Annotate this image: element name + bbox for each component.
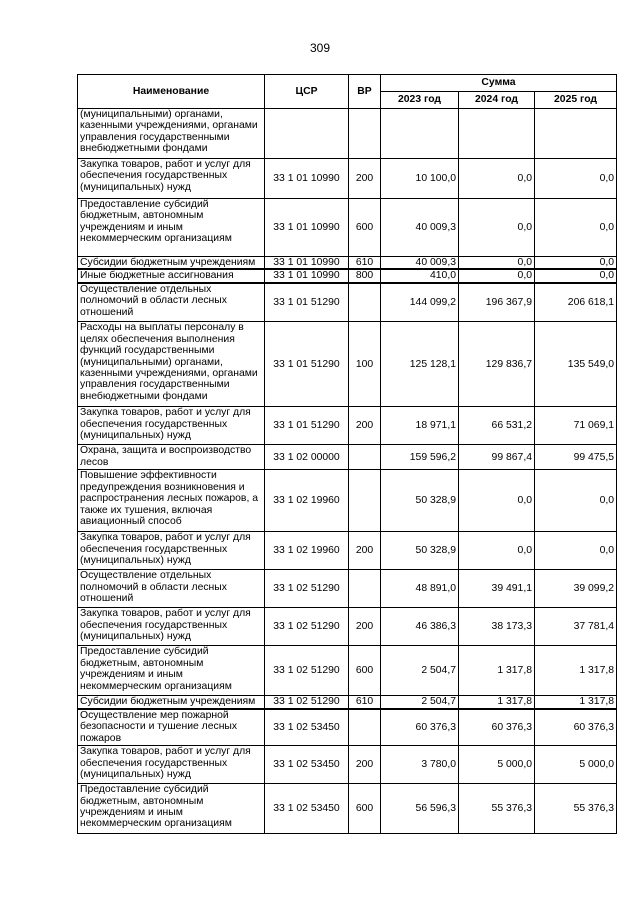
header-csr: ЦСР xyxy=(265,75,349,109)
table-row xyxy=(78,322,617,407)
row-name-cell: Предоставление субсидий бюджетным, автономным учреждениям и иным некоммерческим организациям xyxy=(78,646,265,696)
row-2023-cell: 60 376,3 xyxy=(381,709,459,746)
row-name-cell: Охрана, защита и воспроизводство лесов xyxy=(78,445,265,470)
row-2023-cell: 50 328,9 xyxy=(381,532,459,570)
row-vr-cell: 610 xyxy=(349,696,381,709)
row-2023-cell: 3 780,0 xyxy=(381,746,459,784)
row-2024-cell: 196 367,9 xyxy=(459,283,535,322)
row-2025-cell: 0,0 xyxy=(535,159,617,199)
row-2023-cell: 159 596,2 xyxy=(381,445,459,470)
row-vr-cell: 600 xyxy=(349,646,381,696)
row-2025-cell: 0,0 xyxy=(535,199,617,257)
header-year-2024: 2024 год xyxy=(459,92,535,109)
row-csr-cell: 33 1 02 53450 xyxy=(265,784,349,834)
row-name-cell: Иные бюджетные ассигнования xyxy=(78,269,265,282)
row-name-cell: Повышение эффективности предупреждения возникновения и распространения лесных пожаров, а также их тушения, включая авиационный способ xyxy=(78,470,265,532)
row-2025-cell: 0,0 xyxy=(535,532,617,570)
table-row xyxy=(78,445,617,470)
row-csr-cell: 33 1 01 51290 xyxy=(265,322,349,407)
row-vr-cell xyxy=(349,283,381,322)
row-name-cell: Закупка товаров, работ и услуг для обеспечения государственных (муниципальных) нужд xyxy=(78,159,265,199)
row-2023-cell: 410,0 xyxy=(381,269,459,282)
row-2025-cell: 1 317,8 xyxy=(535,646,617,696)
row-csr-cell: 33 1 02 19960 xyxy=(265,532,349,570)
row-2023-cell: 10 100,0 xyxy=(381,159,459,199)
row-csr-cell: 33 1 02 51290 xyxy=(265,696,349,709)
row-2024-cell: 0,0 xyxy=(459,269,535,282)
table-row xyxy=(78,608,617,646)
row-2023-cell: 18 971,1 xyxy=(381,407,459,445)
row-vr-cell xyxy=(349,709,381,746)
row-csr-cell: 33 1 01 10990 xyxy=(265,199,349,257)
row-2024-cell: 99 867,4 xyxy=(459,445,535,470)
row-2023-cell: 48 891,0 xyxy=(381,570,459,608)
row-name-cell: Закупка товаров, работ и услуг для обеспечения государственных (муниципальных) нужд xyxy=(78,746,265,784)
table-row xyxy=(78,159,617,199)
row-2023-cell: 40 009,3 xyxy=(381,199,459,257)
row-csr-cell xyxy=(265,109,349,159)
header-vr: ВР xyxy=(349,75,381,109)
page-number: 309 xyxy=(309,41,331,55)
row-vr-cell: 600 xyxy=(349,199,381,257)
row-2023-cell: 50 328,9 xyxy=(381,470,459,532)
row-vr-cell xyxy=(349,445,381,470)
row-vr-cell xyxy=(349,470,381,532)
row-vr-cell: 200 xyxy=(349,407,381,445)
row-2025-cell: 1 317,8 xyxy=(535,696,617,709)
row-csr-cell: 33 1 01 51290 xyxy=(265,283,349,322)
row-csr-cell: 33 1 01 10990 xyxy=(265,269,349,282)
row-csr-cell: 33 1 02 53450 xyxy=(265,746,349,784)
row-2023-cell: 56 596,3 xyxy=(381,784,459,834)
row-csr-cell: 33 1 02 19960 xyxy=(265,470,349,532)
row-name-cell: Субсидии бюджетным учреждениям xyxy=(78,696,265,709)
row-name-cell: Закупка товаров, работ и услуг для обеспечения государственных (муниципальных) нужд xyxy=(78,407,265,445)
table-row xyxy=(78,199,617,257)
row-2024-cell: 0,0 xyxy=(459,532,535,570)
row-2024-cell: 0,0 xyxy=(459,470,535,532)
row-2025-cell: 99 475,5 xyxy=(535,445,617,470)
row-name-cell: Предоставление субсидий бюджетным, автономным учреждениям и иным некоммерческим организациям xyxy=(78,784,265,834)
row-name-cell: Закупка товаров, работ и услуг для обеспечения государственных (муниципальных) нужд xyxy=(78,608,265,646)
row-2024-cell: 1 317,8 xyxy=(459,696,535,709)
header-sum: Сумма xyxy=(381,75,617,92)
row-vr-cell: 200 xyxy=(349,746,381,784)
row-csr-cell: 33 1 02 51290 xyxy=(265,608,349,646)
table-row xyxy=(78,696,617,709)
table-row xyxy=(78,709,617,746)
row-2025-cell: 0,0 xyxy=(535,257,617,270)
row-2023-cell: 125 128,1 xyxy=(381,322,459,407)
row-2024-cell: 0,0 xyxy=(459,159,535,199)
row-2025-cell: 0,0 xyxy=(535,470,617,532)
row-2024-cell: 55 376,3 xyxy=(459,784,535,834)
row-2024-cell: 39 491,1 xyxy=(459,570,535,608)
row-csr-cell: 33 1 02 00000 xyxy=(265,445,349,470)
row-csr-cell: 33 1 02 53450 xyxy=(265,709,349,746)
row-2023-cell: 144 099,2 xyxy=(381,283,459,322)
row-vr-cell: 610 xyxy=(349,257,381,270)
table-row xyxy=(78,269,617,282)
header-name: Наименование xyxy=(78,75,265,109)
row-csr-cell: 33 1 02 51290 xyxy=(265,570,349,608)
row-2023-cell: 2 504,7 xyxy=(381,646,459,696)
row-2024-cell: 5 000,0 xyxy=(459,746,535,784)
row-csr-cell: 33 1 01 10990 xyxy=(265,159,349,199)
table-row xyxy=(78,109,617,159)
header-year-2023: 2023 год xyxy=(381,92,459,109)
header-row xyxy=(78,75,617,92)
row-2024-cell: 0,0 xyxy=(459,257,535,270)
row-2025-cell: 55 376,3 xyxy=(535,784,617,834)
row-2025-cell: 39 099,2 xyxy=(535,570,617,608)
row-vr-cell: 200 xyxy=(349,532,381,570)
row-name-cell: Осуществление мер пожарной безопасности и тушение лесных пожаров xyxy=(78,709,265,746)
table-row xyxy=(78,746,617,784)
row-vr-cell: 600 xyxy=(349,784,381,834)
row-vr-cell xyxy=(349,570,381,608)
row-2023-cell xyxy=(381,109,459,159)
table-row xyxy=(78,570,617,608)
row-2024-cell: 38 173,3 xyxy=(459,608,535,646)
row-name-cell: Закупка товаров, работ и услуг для обеспечения государственных (муниципальных) нужд xyxy=(78,532,265,570)
row-vr-cell: 200 xyxy=(349,608,381,646)
row-2025-cell: 37 781,4 xyxy=(535,608,617,646)
table-row xyxy=(78,283,617,322)
row-2025-cell: 135 549,0 xyxy=(535,322,617,407)
row-2023-cell: 40 009,3 xyxy=(381,257,459,270)
budget-table xyxy=(77,74,617,834)
table-row xyxy=(78,646,617,696)
table-row xyxy=(78,257,617,270)
row-2024-cell: 60 376,3 xyxy=(459,709,535,746)
row-vr-cell xyxy=(349,109,381,159)
row-2024-cell xyxy=(459,109,535,159)
row-2023-cell: 2 504,7 xyxy=(381,696,459,709)
row-2024-cell: 129 836,7 xyxy=(459,322,535,407)
row-name-cell: Субсидии бюджетным учреждениям xyxy=(78,257,265,270)
row-csr-cell: 33 1 02 51290 xyxy=(265,646,349,696)
table-row xyxy=(78,784,617,834)
row-name-cell: Осуществление отдельных полномочий в области лесных отношений xyxy=(78,570,265,608)
row-csr-cell: 33 1 01 10990 xyxy=(265,257,349,270)
row-vr-cell: 200 xyxy=(349,159,381,199)
row-2025-cell: 206 618,1 xyxy=(535,283,617,322)
row-2025-cell: 71 069,1 xyxy=(535,407,617,445)
row-2025-cell xyxy=(535,109,617,159)
row-name-cell: (муниципальными) органами, казенными учреждениями, органами управления государственными внебюджетными фондами xyxy=(78,109,265,159)
row-2025-cell: 60 376,3 xyxy=(535,709,617,746)
row-2025-cell: 0,0 xyxy=(535,269,617,282)
row-2023-cell: 46 386,3 xyxy=(381,608,459,646)
header-year-2025: 2025 год xyxy=(535,92,617,109)
row-2024-cell: 66 531,2 xyxy=(459,407,535,445)
table-row xyxy=(78,407,617,445)
row-name-cell: Осуществление отдельных полномочий в области лесных отношений xyxy=(78,283,265,322)
row-vr-cell: 100 xyxy=(349,322,381,407)
row-name-cell: Расходы на выплаты персоналу в целях обеспечения выполнения функций государственными (муниципальными) органами, казенными учреждениями, органами управления государственными внебюджетными фондами xyxy=(78,322,265,407)
row-vr-cell: 800 xyxy=(349,269,381,282)
table-body xyxy=(78,109,617,834)
table-row xyxy=(78,532,617,570)
row-2025-cell: 5 000,0 xyxy=(535,746,617,784)
table-row xyxy=(78,470,617,532)
row-2024-cell: 1 317,8 xyxy=(459,646,535,696)
row-csr-cell: 33 1 01 51290 xyxy=(265,407,349,445)
row-name-cell: Предоставление субсидий бюджетным, автономным учреждениям и иным некоммерческим организациям xyxy=(78,199,265,257)
row-2024-cell: 0,0 xyxy=(459,199,535,257)
